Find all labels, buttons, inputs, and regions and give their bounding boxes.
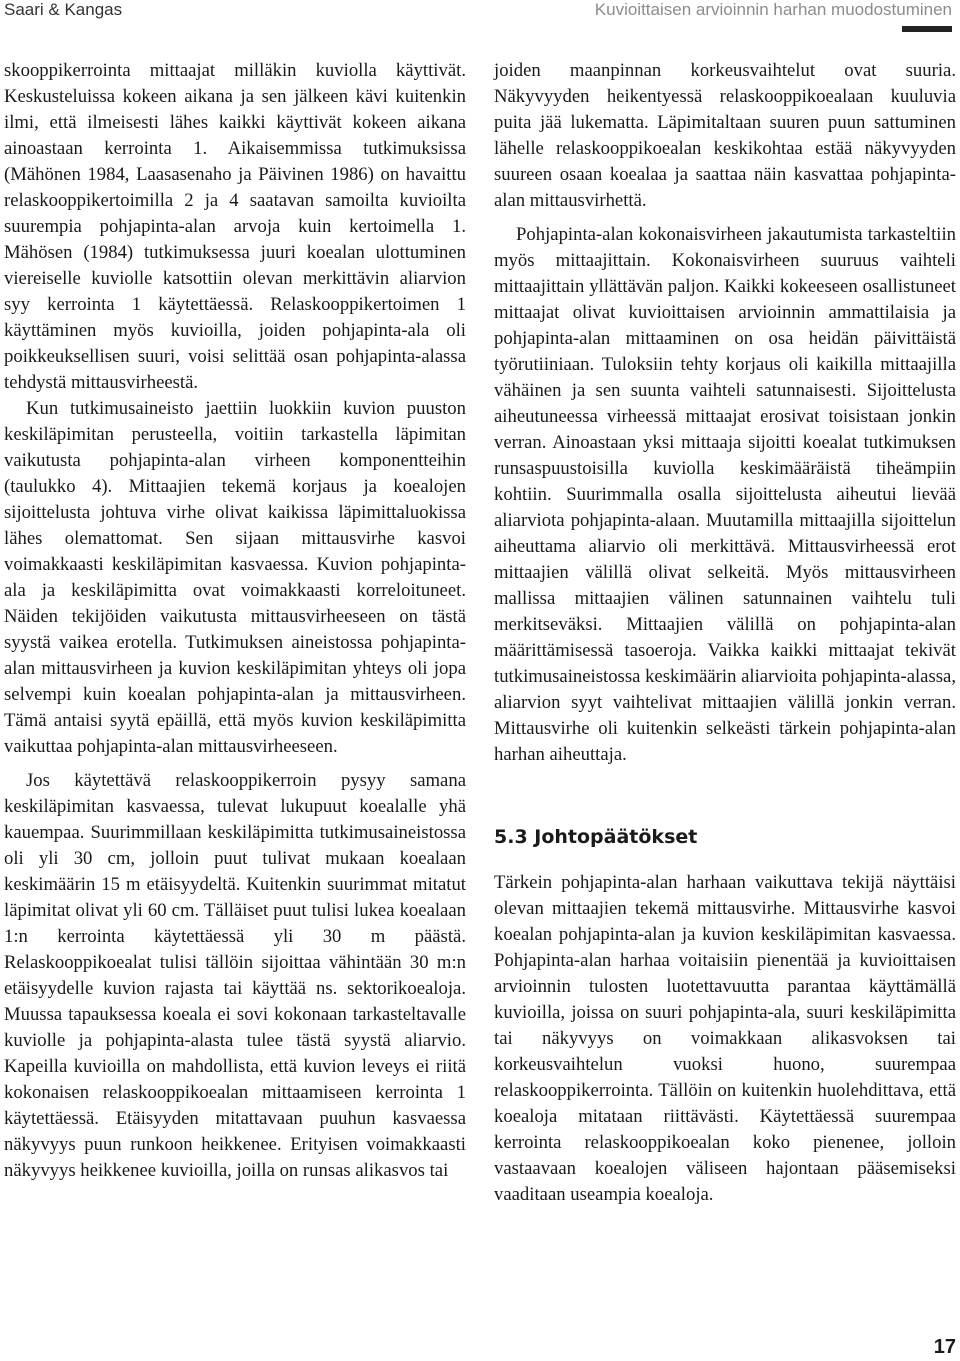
header-authors: Saari & Kangas [4,0,123,19]
header-running-title: Kuvioittaisen arvioinnin harhan muodostuminen [594,0,952,19]
section-heading: 5.3 Johtopäätökset [494,826,698,848]
right-column [494,58,956,1208]
header-decorative-bar [902,26,952,32]
body-paragraph: Kun tutkimusaineisto jaettiin luokkiin kuvion puuston keskiläpimitan perusteella, voitiin tarkastella läpimitan vaikutusta pohjapinta-alan virheen komponentteihin (taulukko 4). Mittaajien tekemä korjaus ja koealojen sijoittelusta johtuva virhe olivat kaikissa läpimittaluokissa lähes olemattomat. Sen sijaan mittausvirhe kasvoi voimakkaasti keskiläpimitan kasvaessa. Kuvion pohjapinta-ala ja keskiläpimitta ovat voimakkaasti korreloituneet. Näiden tekijöiden vaikutusta mittausvirheeseen on tästä syystä vaikea erotella. Tutkimuksen aineistossa pohjapinta-alan mittausvirheen ja kuvion keskiläpimitan yhteys oli jopa selvempi kuin koealan pohjapinta-alan ja mittausvirheen. Tämä antaisi syytä epäillä, että myös kuvion keskiläpimitta vaikuttaa pohjapinta-alan mittausvirheeseen. [4,398,466,757]
body-paragraph: Jos käytettävä relaskooppikerroin pysyy samana keskiläpimitan kasvaessa, tulevat lukupuut koealalle yhä kauempaa. Suurimmillaan keskiläpimitta tutkimusaineistossa oli yli 30 cm, jolloin puut tulivat mukaan koealaan keskimäärin 15 m etäisyydeltä. Kuitenkin suurimmat mitatut läpimitat olivat yli 60 cm. Tälläiset puut tulisi lukea koealaan 1:n kerrointa käytettäessä yli 30 m päästä. Relaskooppikoealat tulisi tällöin sijoittaa vähintään 30 m:n etäisyydelle kuvion rajasta tai käyttää ns. sektorikoealoja. Muussa tapauksessa koeala ei sovi kokonaan tarkasteltavalle kuviolle ja pohjapinta-alasta tulee tästä syystä aliarvio. Kapeilla kuvioilla on mahdollista, että kuvion leveys ei riitä kokonaisen relaskooppikoealan mittaamiseen kerrointa 1 käytettäessä. Etäisyyden mitattavaan puuhun kasvaessa näkyvyys puun runkoon heikkenee. Erityisen voimakkaasti näkyvyys heikkenee kuvioilla, joilla on runsas alikasvos tai [4,770,466,1181]
body-paragraph: skooppikerrointa mittaajat milläkin kuviolla käyttivät. Keskusteluissa kokeen aikana ja sen jälkeen kävi kuitenkin ilmi, että ilmeisesti lähes kaikki käyttivät kokeen aikana ainoastaan kerrointa 1. Aikaisemmissa tutkimuksissa (Mähönen 1984, Laasasenaho ja Päivinen 1986) on havaittu relaskooppikertoimilla 2 ja 4 saatavan samoilta kuvioilta suurempia pohjapinta-alan arvoja kuin kertoimella 1. Mähösen (1984) tutkimuksessa juuri koealan ulottuminen viereiselle kuviolle katsottiin olevan merkittävin aliarvion syy kerrointa 1 käytettäessä. Relaskooppikertoimen 1 käyttäminen myös kuvioilla, joiden pohjapinta-ala oli poikkeuksellisen suuri, voisi selittää osan pohjapinta-alassa tehdystä mittausvirheestä. [4,60,466,393]
left-column [4,58,466,1184]
body-paragraph: Pohjapinta-alan kokonaisvirheen jakautumista tarkasteltiin myös mittaajittain. Kokonaisvirheen suuruus vaihteli mittaajittain yllättävän paljon. Kaikki kokeeseen osallistuneet mittaajat olivat kuvioittaisen arvioinnin ammattilaisia ja pohjapinta-alan mittaaminen on osa heidän päivittäistä työrutiiniaan. Tuloksiin tehty korjaus oli kaikilla mittaajilla vähäinen ja sen suunta vaihteli satunnaisesti. Sijoittelusta aiheutuneessa virheessä mittaajat erosivat toisistaan jonkin verran. Ainoastaan yksi mittaaja sijoitti koealat tutkimuksen runsaspuustoisilla kuviolla keskimääräistä tiheämpiin kohtiin. Suurimmalla osalla sijoittelusta aiheutui lievää aliarviota pohjapinta-alaan. Muutamilla mittaajilla sijoittelun aiheuttama aliarvio oli merkittävä. Mittausvirheessä erot mittaajien välillä olivat selkeitä. Myös mittausvirheen mallissa mittaajien välinen satunnainen vaihtelu tuli merkitseväksi. Mittaajien välillä on pohjapinta-alan määrittämisessä tasoeroja. Vaikka kaikki mittaajat tekivät tutkimusaineistossa keskimäärin aliarvioita pohjapinta-alassa, aliarvion syyt vaihtelivat mittaajien välillä jonkin verran. Mittausvirhe oli kuitenkin selkeästi tärkein pohjapinta-alan harhan aiheuttaja. [494,224,956,765]
body-paragraph: joiden maanpinnan korkeusvaihtelut ovat suuria. Näkyvyyden heikentyessä relaskooppikoealaan kuuluvia puita jää lukematta. Läpimitaltaan suuren puun sattuminen lähelle relaskooppikoealan keskikohtaa estää näkyvyyden suureen osaan koealaa ja saattaa näin kasvattaa pohjapinta-alan mittausvirhettä. [494,60,956,211]
conclusion-paragraph: Tärkein pohjapinta-alan harhaan vaikuttava tekijä näyttäisi olevan mittaajien tekemä mittausvirhe. Mittausvirhe kasvoi koealan pohjapinta-alan ja kuvion keskiläpimitan kasvaessa. Pohjapinta-alan harhaa voitaisiin pienentää ja kuvioittaisen arvioinnin tulosten luotettavuutta parantaa käyttämällä kuvioilla, joissa on suuri pohjapinta-ala, suuri keskiläpimitta tai näkyvyys on voimakkaan alikasvoksen tai korkeusvaihtelun vuoksi huono, suurempaa relaskooppikerrointa. Tällöin on kuitenkin huolehdittava, että koealoja mitataan riittävästi. Käytettäessä suurempaa kerrointa relaskooppikoealan koko pienenee, jolloin vastaavaan koealojen väliseen hajontaan pääsemiseksi vaaditaan useampia koealoja. [494,872,956,1205]
page-number: 17 [933,1336,956,1358]
